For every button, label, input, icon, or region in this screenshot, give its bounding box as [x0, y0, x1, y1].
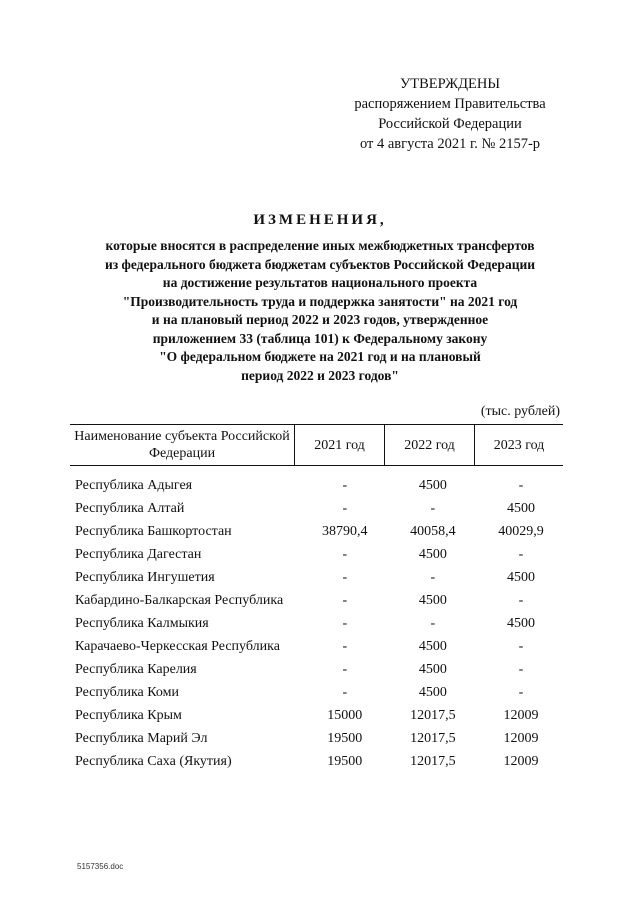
table-row: [75, 546, 565, 563]
value-2022: 12017,5: [410, 708, 456, 723]
value-2021: -: [342, 478, 348, 493]
value-2022: -: [430, 616, 436, 631]
subtitle-line: из федерального бюджета бюджетам субъектов Российской Федерации: [104, 256, 536, 272]
table-row: [75, 638, 565, 655]
region-name: Карачаево-Черкесская Республика: [75, 639, 280, 654]
value-2021: -: [342, 501, 348, 516]
value-2023: 40029,9: [498, 524, 544, 539]
document-subtitle: [40, 237, 600, 385]
value-2021: -: [342, 685, 348, 700]
approval-date: от 4 августа 2021 г. № 2157-р: [359, 136, 541, 152]
region-name: Республика Саха (Якутия): [75, 754, 232, 769]
header-2022: 2022 год: [384, 425, 474, 465]
table-row: [75, 569, 565, 586]
value-2021: 38790,4: [322, 524, 368, 539]
header-region: Наименование субъекта Российской Федерации: [74, 429, 290, 461]
value-2021: -: [342, 662, 348, 677]
value-2023: -: [518, 478, 524, 493]
file-name: 5157356.doc: [77, 862, 124, 871]
table-row: [75, 592, 565, 609]
table-row: [75, 523, 565, 540]
value-2021: 15000: [327, 708, 363, 723]
value-2022: 4500: [418, 478, 447, 493]
value-2023: 4500: [506, 501, 535, 516]
region-name: Республика Коми: [75, 685, 179, 700]
value-2021: -: [342, 639, 348, 654]
value-2021: 19500: [327, 731, 363, 746]
value-2023: 12009: [503, 708, 539, 723]
subtitle-line: период 2022 и 2023 годов": [241, 367, 399, 383]
table-header: [70, 424, 563, 466]
value-2023: 12009: [503, 731, 539, 746]
table-row: [75, 753, 565, 770]
header-2021: 2021 год: [294, 425, 384, 465]
table-row: [75, 500, 565, 517]
unit-label: (тыс. рублей): [480, 404, 560, 419]
header-2023: 2023 год: [474, 425, 563, 465]
value-2023: -: [518, 547, 524, 562]
table-row: [75, 615, 565, 632]
value-2023: 4500: [506, 570, 535, 585]
value-2023: -: [518, 685, 524, 700]
value-2021: -: [342, 570, 348, 585]
value-2021: -: [342, 593, 348, 608]
region-name: Республика Дагестан: [75, 547, 202, 562]
region-name: Республика Крым: [75, 708, 182, 723]
subtitle-line: "Производительность труда и поддержка занятости" на 2021 год: [122, 293, 518, 309]
region-name: Республика Калмыкия: [75, 616, 209, 631]
value-2022: 4500: [418, 662, 447, 677]
table-row: [75, 661, 565, 678]
region-name: Кабардино-Балкарская Республика: [75, 593, 284, 608]
region-name: Республика Адыгея: [75, 478, 193, 493]
value-2022: -: [430, 570, 436, 585]
approval-heading: УТВЕРЖДЕНЫ: [399, 76, 501, 92]
subtitle-line: и на плановый период 2022 и 2023 годов, утвержденное: [151, 312, 489, 327]
table-row: [75, 707, 565, 724]
document-title: ИЗМЕНЕНИЯ,: [253, 212, 387, 228]
subtitle-line: приложением 33 (таблица 101) к Федеральному закону: [152, 330, 488, 346]
region-name: Республика Ингушетия: [75, 570, 215, 585]
value-2022: 12017,5: [410, 731, 456, 746]
approval-line: Российской Федерации: [378, 116, 522, 132]
approval-block: [330, 74, 570, 154]
region-name: Республика Алтай: [75, 501, 185, 516]
value-2021: -: [342, 547, 348, 562]
value-2023: -: [518, 639, 524, 654]
subtitle-line: которые вносятся в распределение иных межбюджетных трансфертов: [105, 238, 535, 253]
table-body: [75, 477, 565, 776]
value-2022: 4500: [418, 639, 447, 654]
region-name: Республика Башкортостан: [75, 524, 232, 539]
value-2022: 4500: [418, 547, 447, 562]
value-2022: 40058,4: [410, 524, 456, 539]
subtitle-line: на достижение результатов национального проекта: [162, 275, 478, 290]
region-name: Республика Марий Эл: [75, 731, 208, 746]
value-2021: 19500: [327, 754, 363, 769]
subtitle-line: "О федеральном бюджете на 2021 год и на плановый: [159, 349, 481, 364]
value-2022: 4500: [418, 593, 447, 608]
table-row: [75, 684, 565, 701]
value-2023: -: [518, 593, 524, 608]
value-2022: 4500: [418, 685, 447, 700]
table-row: [75, 730, 565, 747]
value-2022: 12017,5: [410, 754, 456, 769]
approval-line: распоряжением Правительства: [354, 96, 546, 112]
value-2022: -: [430, 501, 436, 516]
value-2023: 4500: [506, 616, 535, 631]
region-name: Республика Карелия: [75, 662, 197, 677]
value-2023: 12009: [503, 754, 539, 769]
table-row: [75, 477, 565, 494]
value-2021: -: [342, 616, 348, 631]
value-2023: -: [518, 662, 524, 677]
